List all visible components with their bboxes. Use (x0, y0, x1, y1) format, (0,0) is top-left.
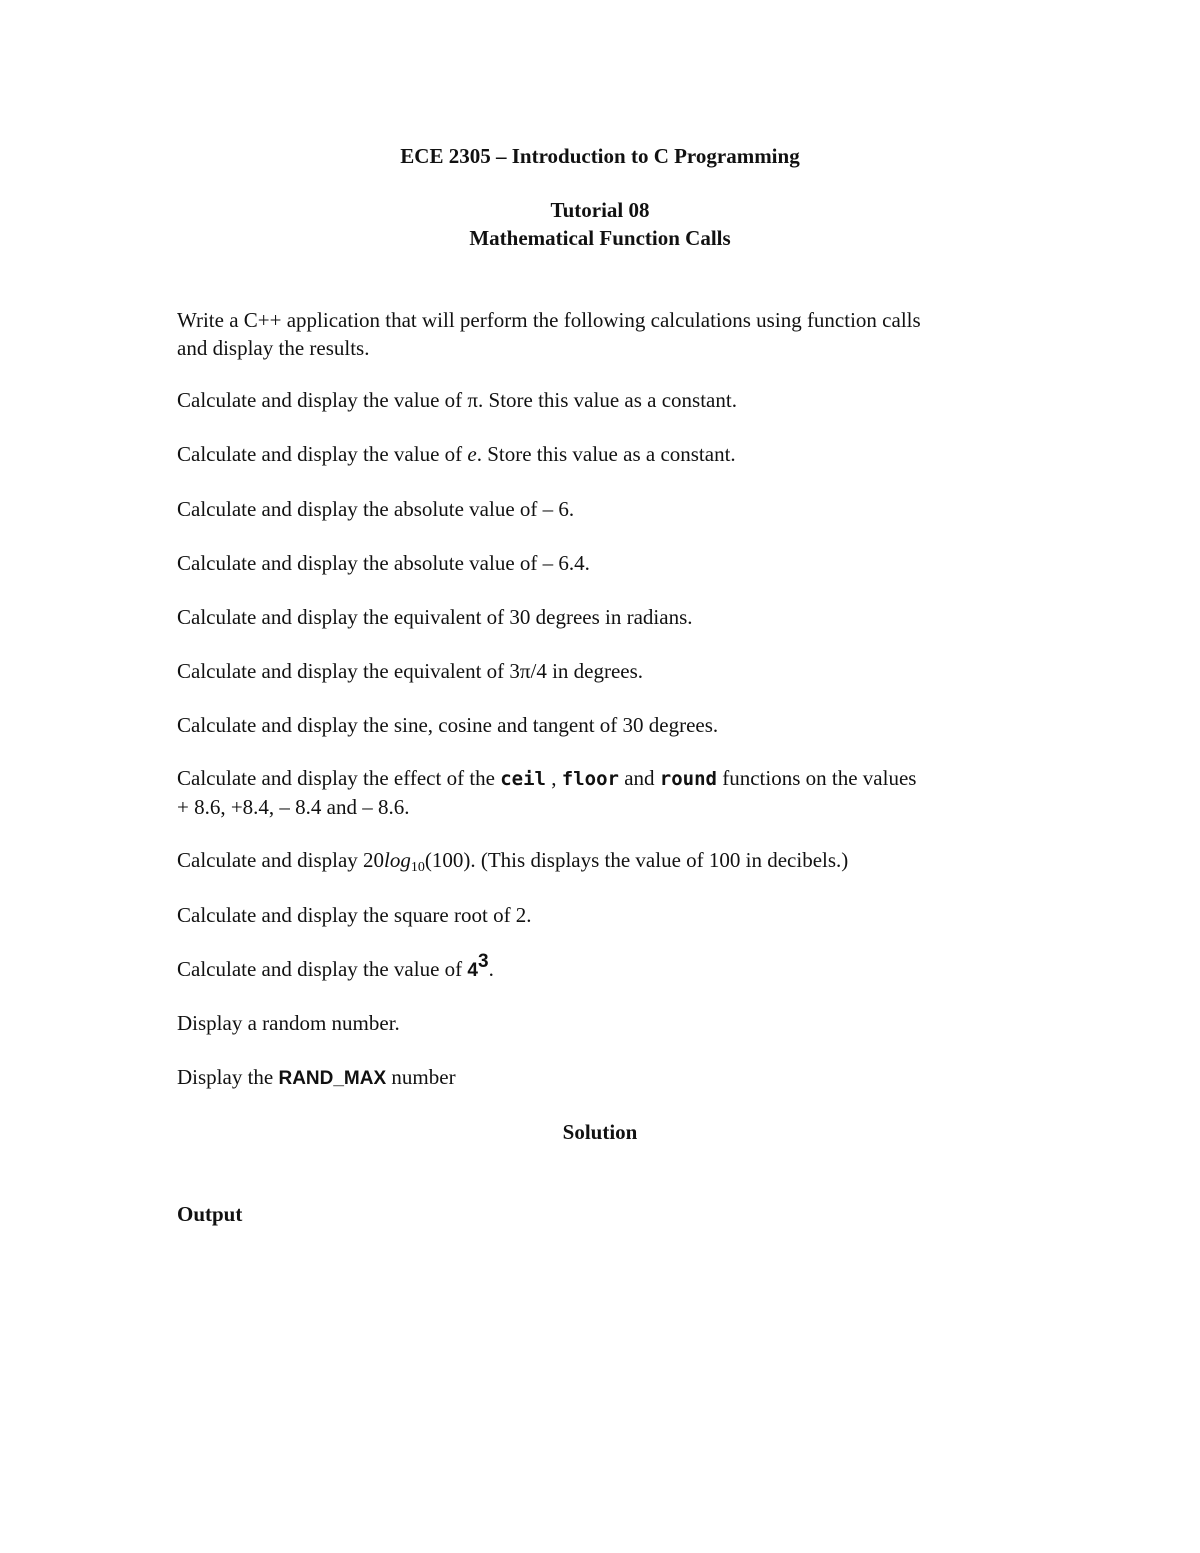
task-rand-max-text: Display the (177, 1065, 279, 1089)
log-base: 10 (410, 860, 425, 875)
intro-line-2: and display the results. (177, 336, 370, 360)
power-exponent: 3 (477, 951, 489, 972)
task-decibel-text: Calculate and display 20 (177, 848, 385, 872)
task-pi-text: Calculate and display the value of (177, 388, 468, 412)
round-function: round (659, 768, 717, 790)
task-power-text: Calculate and display the value of (177, 957, 468, 981)
task-e-text: Calculate and display the value of (177, 442, 468, 466)
task-decibel-text-end: (100). (This displays the value of 100 in decibels.) (424, 848, 849, 872)
task-deg-to-rad: Calculate and display the equivalent of 30 degrees in radians. (177, 605, 693, 629)
task-pi (177, 386, 1037, 414)
task-rounding-text-end: functions on the values (716, 766, 917, 790)
task-rand-max-text-end: number (386, 1065, 456, 1089)
task-rounding-values: + 8.6, +8.4, – 8.4 and – 8.6. (177, 795, 410, 819)
task-rad-to-deg: Calculate and display the equivalent of 3π/4 in degrees. (177, 659, 644, 683)
task-abs-float: Calculate and display the absolute value of – 6.4. (177, 551, 590, 575)
task-decibel (177, 846, 1037, 874)
intro-line-1: Write a C++ application that will perform the following calculations using function calls (177, 308, 921, 332)
output-heading: Output (177, 1202, 243, 1226)
solution-heading: Solution (562, 1120, 638, 1144)
task-sqrt: Calculate and display the square root of 2. (177, 903, 532, 927)
tutorial-number: Tutorial 08 (550, 198, 650, 222)
task-random: Display a random number. (177, 1011, 400, 1035)
ceil-function: ceil (500, 768, 546, 790)
rand-max-constant: RAND_MAX (278, 1068, 387, 1089)
task-power (177, 951, 1037, 985)
tutorial-topic: Mathematical Function Calls (469, 226, 731, 250)
task-rounding (177, 764, 1037, 793)
log-symbol: log (384, 848, 411, 872)
task-e (177, 440, 1037, 468)
power-base: 4 (467, 960, 478, 981)
e-symbol: e (467, 442, 477, 466)
task-abs-int: Calculate and display the absolute value of – 6. (177, 497, 575, 521)
rounding-sep-1: , (546, 766, 562, 790)
rounding-sep-2: and (618, 766, 660, 790)
task-rand-max (177, 1063, 1037, 1093)
task-trig: Calculate and display the sine, cosine and tangent of 30 degrees. (177, 713, 719, 737)
floor-function: floor (561, 768, 619, 790)
task-pi-text-end: . Store this value as a constant. (478, 388, 737, 412)
task-e-text-end: . Store this value as a constant. (476, 442, 736, 466)
course-title: ECE 2305 – Introduction to C Programming (400, 144, 800, 168)
pi-symbol: π (467, 388, 479, 412)
task-power-text-end: . (488, 957, 494, 981)
task-rounding-text: Calculate and display the effect of the (177, 766, 501, 790)
